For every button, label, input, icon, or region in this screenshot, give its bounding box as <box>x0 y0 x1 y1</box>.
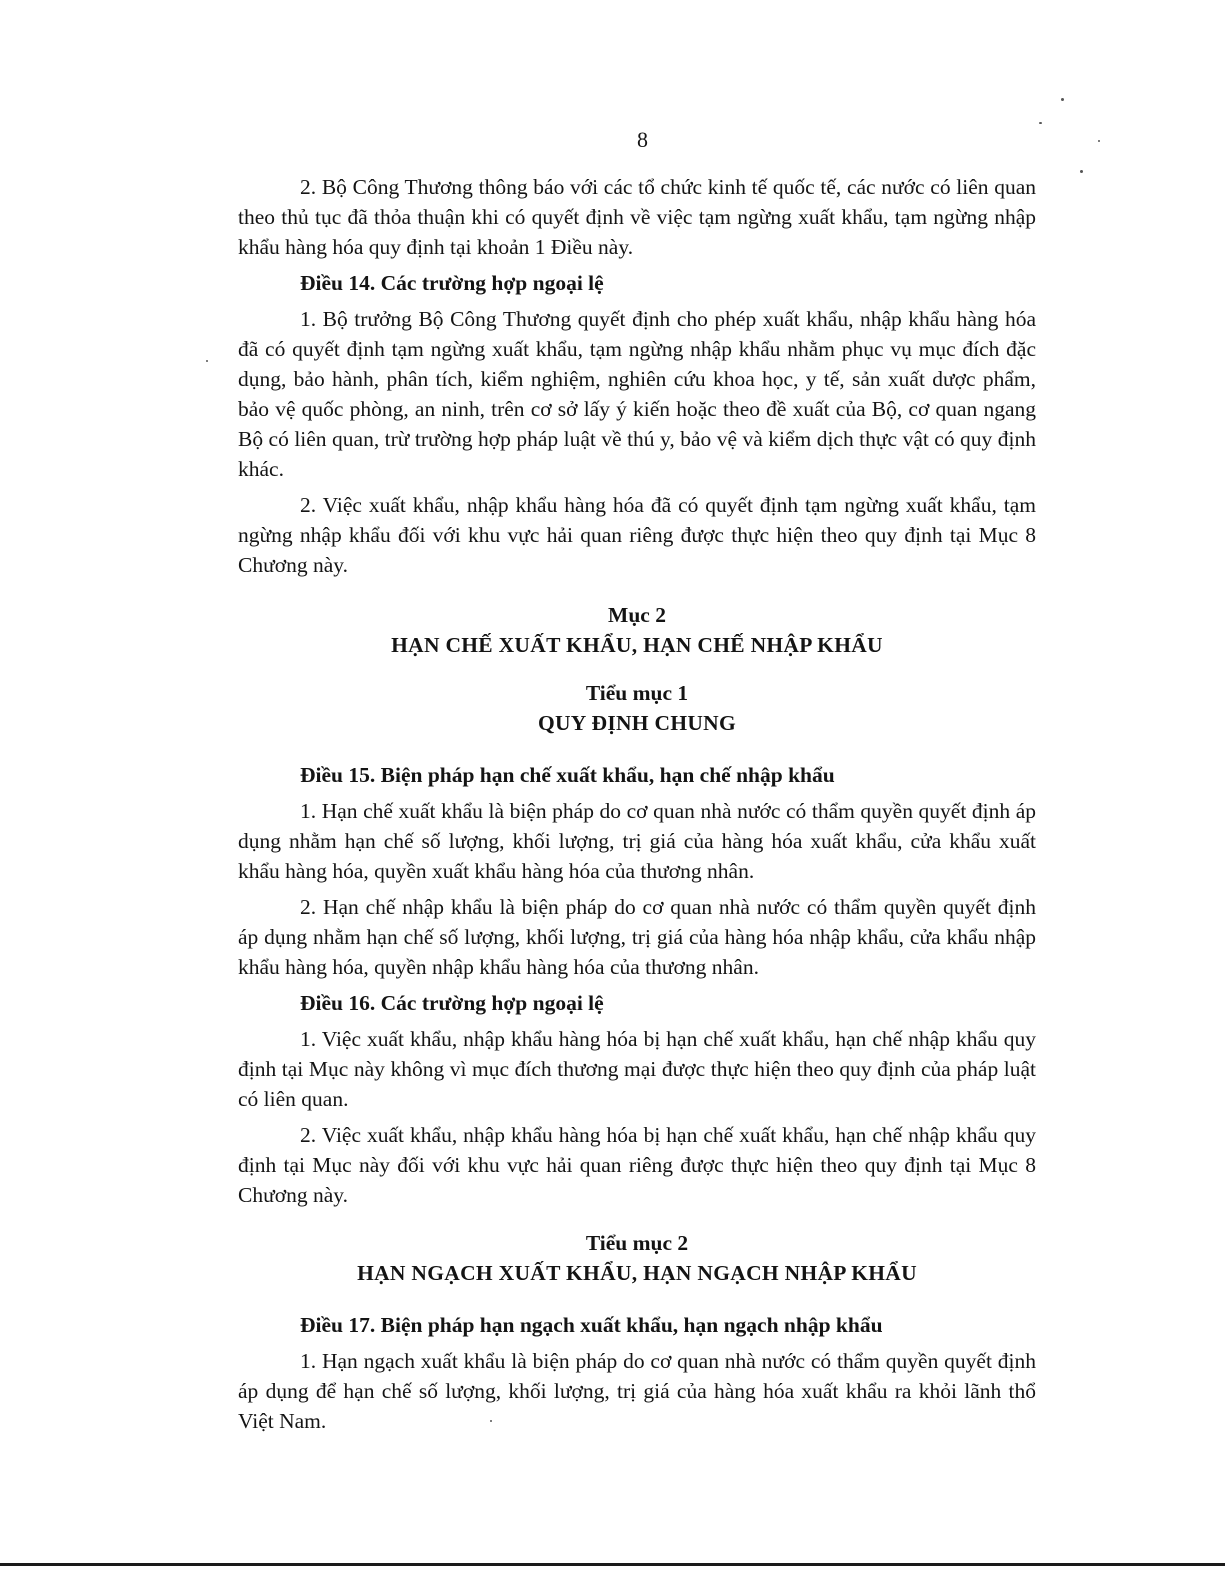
section-2-label: Mục 2 <box>608 603 666 627</box>
article-17-title: Điều 17. Biện pháp hạn ngạch xuất khẩu, hạn ngạch nhập khẩu <box>300 1313 883 1337</box>
scan-speck <box>206 360 208 362</box>
bottom-scan-border <box>0 1563 1225 1566</box>
scan-speck <box>490 1420 492 1422</box>
subsection-1-title: QUY ĐỊNH CHUNG <box>537 711 737 735</box>
subsection-1-label: Tiểu mục 1 <box>585 681 689 705</box>
article-15-title: Điều 15. Biện pháp hạn chế xuất khẩu, hạn chế nhập khẩu <box>300 763 835 787</box>
subsection-2-heading <box>238 1228 1036 1288</box>
article-14-clause-2: 2. Việc xuất khẩu, nhập khẩu hàng hóa đã có quyết định tạm ngừng xuất khẩu, tạm ngừng nhập khẩu đối với khu vực hải quan riêng được thực hiện theo quy định tại Mục 8 Chương này. <box>238 493 1036 577</box>
page-number: 8 <box>637 127 648 152</box>
article-14-clause-1: 1. Bộ trưởng Bộ Công Thương quyết định cho phép xuất khẩu, nhập khẩu hàng hóa đã có quyết định tạm ngừng xuất khẩu, tạm ngừng nhập khẩu nhằm phục vụ mục đích đặc dụng, bảo hành, phân tích, kiểm nghiệm, nghiên cứu khoa học, y tế, sản xuất dược phẩm, bảo vệ quốc phòng, an ninh, trên cơ sở lấy ý kiến hoặc theo đề xuất của Bộ, cơ quan ngang Bộ có liên quan, trừ trường hợp pháp luật về thú y, bảo vệ và kiểm dịch thực vật có quy định khác. <box>238 307 1036 481</box>
section-2-title: HẠN CHẾ XUẤT KHẨU, HẠN CHẾ NHẬP KHẨU <box>391 633 883 657</box>
article-14-title: Điều 14. Các trường hợp ngoại lệ <box>300 271 604 295</box>
scan-speck <box>1080 170 1083 173</box>
article-16-clause-1: 1. Việc xuất khẩu, nhập khẩu hàng hóa bị hạn chế xuất khẩu, hạn chế nhập khẩu quy định tại Mục này không vì mục đích thương mại được thực hiện theo quy định của pháp luật có liên quan. <box>238 1027 1036 1111</box>
subsection-1-heading <box>238 678 1036 738</box>
section-2-heading <box>238 600 1036 660</box>
article-15-clause-1: 1. Hạn chế xuất khẩu là biện pháp do cơ quan nhà nước có thẩm quyền quyết định áp dụng nhằm hạn chế số lượng, khối lượng, trị giá của hàng hóa xuất khẩu, cửa khẩu xuất khẩu hàng hóa, quyền xuất khẩu hàng hóa của thương nhân. <box>238 799 1036 883</box>
article-17-clause-1: 1. Hạn ngạch xuất khẩu là biện pháp do cơ quan nhà nước có thẩm quyền quyết định áp dụng để hạn chế số lượng, khối lượng, trị giá của hàng hóa xuất khẩu ra khỏi lãnh thổ Việt Nam. <box>238 1349 1036 1433</box>
scan-speck <box>1039 122 1042 124</box>
scan-speck <box>1098 140 1100 142</box>
article-15-clause-2: 2. Hạn chế nhập khẩu là biện pháp do cơ quan nhà nước có thẩm quyền quyết định áp dụng nhằm hạn chế số lượng, khối lượng, trị giá của hàng hóa nhập khẩu, cửa khẩu nhập khẩu hàng hóa, quyền nhập khẩu hàng hóa của thương nhân. <box>238 895 1036 979</box>
article-16-clause-2: 2. Việc xuất khẩu, nhập khẩu hàng hóa bị hạn chế xuất khẩu, hạn chế nhập khẩu quy định tại Mục này đối với khu vực hải quan riêng được thực hiện theo quy định tại Mục 8 Chương này. <box>238 1123 1036 1207</box>
scan-speck <box>1061 98 1064 101</box>
article-16-title: Điều 16. Các trường hợp ngoại lệ <box>300 991 604 1015</box>
document-body <box>238 172 1036 1442</box>
subsection-2-title: HẠN NGẠCH XUẤT KHẨU, HẠN NGẠCH NHẬP KHẨU <box>357 1261 917 1285</box>
article-13-clause-2: 2. Bộ Công Thương thông báo với các tổ chức kinh tế quốc tế, các nước có liên quan theo thủ tục đã thỏa thuận khi có quyết định về việc tạm ngừng xuất khẩu, tạm ngừng nhập khẩu hàng hóa quy định tại khoản 1 Điều này. <box>238 175 1036 259</box>
subsection-2-label: Tiểu mục 2 <box>585 1231 689 1255</box>
